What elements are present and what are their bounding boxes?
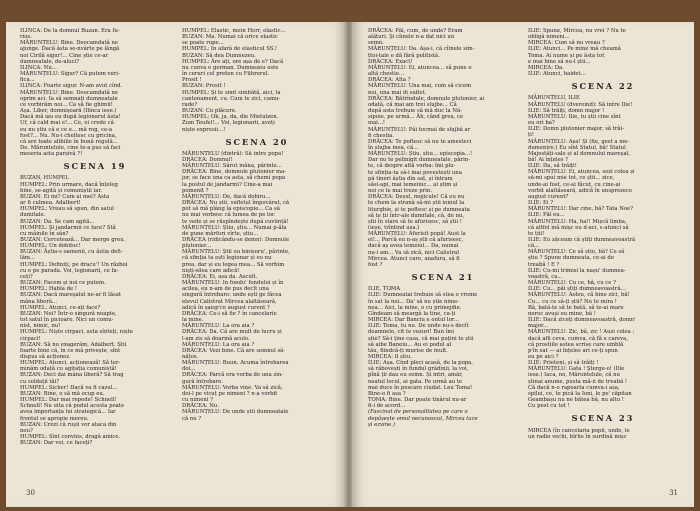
dialogue-line: Bă, bată-te să te bată, să te-ai mare — [528, 304, 624, 311]
dialogue-line: pă tineri ăștia din sat, și întram — [368, 175, 453, 182]
dialogue-line: cu e pe parada. Voi, legionarii, ce fa- — [20, 267, 119, 274]
dialogue-line: că... — [528, 243, 540, 250]
dialogue-line: BUZAN: Să dea Dumnezeu. — [182, 52, 256, 59]
dialogue-line: MĂRUNȚELU: Știu, știu... episcopia...! — [368, 151, 473, 158]
dialogue-line: MĂRUNȚELU: Ei, atuncea, sezi colea și — [528, 169, 635, 176]
dialogue-line: DRĂCEA: Nu știi, sufletul împovărat, că — [182, 200, 290, 207]
dialogue-line: că prostiile astea scrise care umblă — [528, 341, 624, 348]
dialogue-line: că sfinția ta ești legionar și eu nu — [182, 255, 272, 262]
dialogue-line: MIRCEA: Dar Banciu e ontul lor... — [368, 317, 459, 324]
dialogue-line: semn. — [368, 40, 384, 47]
dialogue-line: MĂRUNȚELU: Bine. Deocamdată ne — [20, 89, 118, 96]
left-page — [6, 22, 346, 507]
dialogue-line: MĂRUNȚELU: Gata ! Șterge-o! (Ilie — [528, 366, 625, 373]
dialogue-line: dumneatale, de-aluci? — [20, 58, 80, 65]
dialogue-line: știu ? Spune dumneata, ce-ai de — [528, 255, 614, 262]
dialogue-line: Bine-o fi așa ? — [368, 390, 406, 397]
dialogue-line: BUZAN: Dar voi, ce faceți? — [20, 440, 93, 447]
dialogue-line: altă chestie... — [368, 71, 405, 78]
dialogue-line: MĂRUNȚELU: Afurisit popă! Aust la — [368, 231, 466, 238]
dialogue-line: august curent? — [528, 193, 569, 200]
dialogue-line: MĂRUNȚELU: Știi ou binișoru', părinte, — [182, 249, 290, 256]
dialogue-line: MĂRUNȚELU (dvereind): Să intre Ilie! — [528, 101, 633, 108]
dialogue-line: major... — [528, 323, 549, 330]
dialogue-line: MĂRUNȚELU: Dar cine, bă? Tata Noe? — [528, 206, 634, 213]
dialogue-line: frontul se apropie mereu. — [20, 415, 89, 422]
dialogue-line: p'în sat — ai înțeles ari ce-ți spun — [528, 347, 618, 354]
dialogue-line: în sat la noi... Da' să nu știe nime- — [368, 298, 460, 305]
dialogue-line: BUZAN: Dacă mareșalul ne-ar fi lăsat — [20, 292, 121, 299]
dialogue-line: niște expresii...! — [182, 126, 226, 133]
scene-heading: SCENA 21 — [411, 272, 475, 283]
dialogue-line: în ceruri cel preten cu Führerul. — [182, 71, 270, 78]
dialogue-line: ILIE: Ei ? — [528, 200, 554, 207]
dialogue-line: HUMPEL: Habla de ! — [20, 286, 77, 293]
dialogue-line: MĂRUNȚELU: Ha, ha!! Mișcă limba, — [528, 218, 627, 225]
dialogue-line: nu mai vorbesc că lumea de pe loc — [182, 212, 275, 219]
right-page — [352, 22, 694, 507]
dialogue-line: HUMPEL: Vreau să spun, din satul — [20, 206, 114, 213]
dialogue-line: cantonament, cu. Cum te zici, camu- — [182, 95, 281, 102]
dialogue-line: DRĂCEA: Exact! — [368, 58, 413, 65]
dialogue-line: te chem la strană să-mi știi ioniul la — [368, 200, 465, 207]
dialogue-line: BUZAN: Cercetează... Dar merge greu. — [20, 237, 126, 243]
dialogue-line: HUMPEL: Ok, ja, da, die Mietulzen. — [182, 114, 279, 121]
dialogue-line: jor, se face una ca asta, să chemi popa — [182, 175, 286, 182]
dialogue-line: DRĂCEA: Ei, asa da. Ascult. — [182, 273, 258, 280]
dialogue-line: ce vorbirăm noi... Ca să fie ghimii! — [20, 101, 113, 108]
dialogue-line: HUMPEL: Prin urmare, dacă înțeleg — [20, 181, 118, 188]
dialogue-line: să aibe Baneiu... Au ei podul al — [368, 341, 452, 348]
dialogue-line: MIRCEA (în cancelaria popii, unde, le — [528, 427, 630, 434]
dialogue-line: ILIE: Domn plutonier major, să trăi- — [528, 126, 625, 133]
dialogue-line: ILIE: Așa. Cind pleci acasă, de la popa, — [368, 360, 473, 367]
stage-direction: (Fascinat de personalitatea pe care o — [368, 409, 468, 416]
dialogue-line: DRĂCEA: Bătrîndule, domnule plutonier, ai — [368, 95, 485, 102]
dialogue-line: BUZAN: Noi? Într-o singură noapte, — [20, 310, 117, 317]
dialogue-line: rios. — [20, 34, 32, 41]
dialogue-line: BUZAN: Facem și noi ce putem. — [20, 280, 106, 287]
dialogue-line: iese.) Iaca, no, Măruntelule, că nu — [528, 372, 620, 379]
stage-direction: și ezvine.) — [368, 421, 396, 428]
dialogue-line: te sfinția-ta să-i mai povestești una — [368, 169, 462, 176]
dialogue-line: DRĂCEA: Nu. — [182, 403, 220, 410]
dialogue-line: cirpaci! — [20, 335, 41, 342]
dialogue-line: MĂRUNȚELU: Una mai, cum să cicem — [368, 83, 472, 90]
stage-direction: depășește omul necunoscut, Mircea tace — [368, 415, 478, 422]
dialogue-line: HUMPEL: Elastic, mein Herr, elastic... — [182, 28, 286, 34]
dialogue-line: MIRCEA: Cum să nu vreau ? — [528, 40, 605, 47]
dialogue-line: noi ce le mai treze prin. — [368, 188, 432, 195]
dialogue-line: mâna liberă... — [20, 298, 58, 305]
scene-heading: SCENA 23 — [571, 413, 635, 424]
dialogue-line: DRĂCEA: Da. Că are mult de lucru și — [182, 329, 282, 336]
dialogue-line: obligă nimeni... — [528, 34, 570, 41]
dialogue-line: eu nu știu că e ce e... mă rog, ce-a — [20, 126, 113, 133]
dialogue-line: HUMPEL: Atunci, acționează! Să ter- — [20, 360, 121, 367]
dialogue-line: De. Măruntelule, cine te-a pus să faci — [20, 144, 121, 151]
dialogue-line: TOMA: Bine. Dar poate tinărul nu-ar — [368, 397, 467, 404]
left-page-column-2 — [182, 28, 332, 422]
dialogue-line: HUMPEL: In afară de elasticul SS.! — [182, 46, 278, 53]
dialogue-line: liturghie, și te poftesc și pe dumneata — [368, 206, 470, 213]
dialogue-line: bă! Ai înțeles ? — [528, 156, 569, 163]
dialogue-line: MĂRUNȚELU: De, dacă dobiru... — [182, 193, 271, 200]
dialogue-line: la postul de jandarmi? Cine-a mai — [182, 181, 273, 188]
dialogue-line: MĂRUNȚELU: Știu, știu... Numai p-ăla — [182, 224, 287, 231]
dialogue-line: ILIE: Cu... păi știți dumneavoastră... — [528, 286, 626, 293]
dialogue-line: HUMPEL: Sicher! Dacă va fi cazul... — [20, 384, 118, 391]
dialogue-line: DRĂCEA: Păi, cum, de unde? Eram — [368, 28, 463, 34]
dialogue-line: BUZAN: Deci dai mâna liberă? Să trag — [20, 372, 124, 379]
dialogue-line: oprim aci. Ia să semnați dumneatale — [20, 95, 118, 102]
dialogue-line: HUMPEL: Niște cirpaci, asta sînteți, niște — [20, 329, 133, 336]
dialogue-line: meseria asta parșivă ?! — [20, 151, 83, 158]
dialogue-line: ILIE: Prieteni, și să trăiți ! — [528, 360, 599, 367]
dialogue-line: fost?... Nu. Nu-i cheltesc cu pricina, — [20, 132, 117, 139]
dialogue-line: țtoi-tale e dă fără politistă. — [368, 52, 440, 59]
dialogue-line: MĂRUNȚELU: La ora aia ? — [182, 341, 255, 348]
dialogue-line: fi chestia. — [368, 132, 395, 139]
dialogue-line: l-am zis să doarmă acolo. — [182, 335, 250, 342]
dialogue-line: ajunge. Dacă ăsta se-nvârte pe lângă — [20, 46, 120, 53]
dialogue-line: la mine. — [182, 317, 204, 324]
dialogue-line: HUMPEL: Și jandarmii ce face? Stă — [20, 224, 116, 231]
dialogue-line: ILIE: Spune, Mircea, nu vrei ? Nu te — [528, 28, 626, 34]
dialogue-line: prea, dar și eu legea mea... Să vorbim — [182, 261, 285, 268]
dialogue-line: eu ori ba? — [528, 120, 555, 127]
dialogue-line: MĂRUNȚELU, ILIE — [528, 95, 580, 102]
dialogue-line: te, că despre altă vorba: îmi plu- — [368, 163, 456, 170]
dialogue-line: dumenire.) Eu sînt Statul, bă! Statul — [528, 144, 626, 151]
dialogue-line: DRĂCEA: Te poftesc să nu te amesteci — [368, 138, 472, 145]
dialogue-line: BUZAN: Crezi că rușii vor ataca din — [20, 421, 117, 428]
dialogue-line: DRĂCEA: Alta ? — [368, 77, 411, 84]
dialogue-line: MĂRUNȚELU: Sigur? Că putem veri- — [20, 71, 120, 78]
dialogue-line: ILIE: Să trăiți, domn major ! — [528, 107, 605, 114]
dialogue-line: BUZAN: Prosit ! — [182, 83, 226, 90]
dialogue-line: Că dacă n-o rapoarta cumva-i așa, — [528, 384, 620, 391]
dialogue-line: e mai bine să nu-l știi... — [528, 58, 591, 65]
dialogue-line: doi... — [182, 366, 196, 373]
dialogue-line: ILIE: Dacă ziceți dumneavoastră, domn' — [528, 317, 636, 324]
dialogue-line: mai duce în pescare ciudat. Leu Toma! — [368, 384, 473, 391]
dialogue-line: Schnell! Nu uita că podul acesta poate — [20, 403, 125, 410]
dialogue-line: elevul Calistrat Mircea alaltăseară, — [182, 298, 277, 305]
dialogue-line: nu-i am... Va să zică, nici Calistrat — [368, 249, 460, 256]
dialogue-line: Uf, că cald mai e!... Ce, ei crede că — [20, 120, 114, 127]
dialogue-line: BUZAN, HUMPEL — [20, 175, 69, 182]
dialogue-line: nu cunva e german. Dumnezeu este — [182, 64, 279, 71]
dialogue-line: MĂRUNȚELU (dintră): Să intre popa! — [182, 150, 284, 157]
scene-heading: SCENA 22 — [571, 81, 635, 92]
dialogue-line: ILIE: Da, să trăiți! — [528, 163, 577, 170]
dialogue-line: foarte bine că, în ce mă privește, sînt — [20, 347, 121, 354]
dialogue-line: voastră, ca... — [528, 273, 563, 280]
dialogue-line: MĂRUNȚELU: Ei, atuncea... să pune o — [368, 64, 472, 71]
dialogue-line: tot satul în picioare. Nici un comu- — [20, 317, 114, 324]
dialogue-line: fi-i de acord... — [368, 403, 406, 410]
dialogue-line: tău, fiindcă-ți murise de mult. — [368, 347, 448, 354]
dialogue-line: se poate rupe... — [182, 40, 224, 47]
dialogue-line: ar fi culmea. Adalbert! — [20, 200, 81, 207]
dialogue-line: pînă ții dau eu semn. Și intri, amăr, — [368, 372, 463, 379]
dialogue-line: vorbit alaltăseară, adică în unsprezece — [528, 187, 633, 194]
dialogue-line: sipoie, pe urmă... Ăh, când grea, ce — [368, 114, 464, 121]
dialogue-line: nou? — [20, 427, 33, 434]
dialogue-line: MĂRUNȚELU: Sărut mâna, părinte... — [182, 163, 282, 170]
dialogue-line: HUMPEL: Un dobitoc! — [20, 243, 81, 250]
dialogue-line: adică în șaisp'ce august curent ? — [182, 304, 270, 311]
dialogue-line: săsi-api, mai temeinic... ai știm și — [368, 181, 458, 188]
dialogue-line: nătos. — [182, 353, 199, 360]
dialogue-line: lăm... — [20, 255, 35, 262]
dialogue-line: HUMPEL: Și te simt simbătă, aici, la — [182, 89, 281, 96]
dialogue-line: Dar nu te pelinigit dumneatale, părin- — [368, 157, 470, 164]
dialogue-line: HUMPEL: Ăre ați, ore așa de e? Dacă — [182, 58, 284, 65]
dialogue-line: Mircea. Atunci care, anafura, să fi — [368, 255, 460, 262]
dialogue-line: MĂRUNȚELU: Ce să știu, bă? Ce să — [528, 249, 625, 256]
scene-heading: SCENA 19 — [63, 161, 127, 172]
dialogue-line: de pune mărfuri vîrte, știu... — [182, 230, 259, 237]
left-page-column-1 — [20, 28, 170, 446]
dialogue-line: fica... — [20, 77, 35, 84]
dialogue-line: ILINCA: De la domnul Buzan. Era fu- — [20, 28, 120, 34]
dialogue-line: Toma. Ai nume și pe ăsta tot — [528, 52, 605, 59]
dialogue-line: Așa. Liber, domnișoară (Ilinca iese.) — [20, 108, 117, 115]
dialogue-line: spilui, ce, te pică la Ioni, le pe' căpitan — [528, 390, 632, 397]
dialogue-line: un radio vechi, bîrlie în surdină mișc — [528, 433, 627, 440]
dialogue-line: noi, una mai di suflet. — [368, 89, 427, 96]
dialogue-line: DRĂCEA: Domnul! — [182, 156, 233, 163]
dialogue-line: știe? Să-i ține casa, că mai puțini te știi — [368, 335, 474, 342]
dialogue-line: să te ții într-ale dumitale, că, de nu, — [368, 212, 465, 219]
dialogue-line: cu mâinile în sân? — [20, 230, 69, 237]
dialogue-line: gură întrebare. — [182, 378, 223, 385]
left-page-number: 30 — [26, 489, 35, 497]
dialogue-line: Geambașu nu ne bătea bă, nu altu ! — [528, 397, 624, 404]
dialogue-line: dumitale. — [20, 212, 46, 219]
dialogue-line: BUZAN: Ma. Numai că orice elastic — [182, 34, 278, 41]
dialogue-line: MIRCEA: Da. — [528, 64, 564, 71]
dialogue-line: Gîndeam să meargă la tine, ca-ți — [368, 310, 456, 317]
dialogue-line: MĂRUNȚELU: Păi tocmai de slujbă ar — [368, 126, 471, 133]
dialogue-line: ILIE: Atunci, haidet... — [528, 71, 586, 78]
dialogue-line: ILIE: Eu zăceam că știți dumneavoastră — [528, 237, 636, 243]
dialogue-line: HUMPEL: Atunci, ce-ați face? — [20, 304, 101, 311]
scene-heading: SCENA 20 — [225, 136, 289, 147]
dialogue-line: doi-l pe vicuț pe nimeni ? n-a vorbit — [182, 390, 278, 397]
dialogue-line: acilea, eu n-am de pus decît una — [182, 286, 269, 293]
dialogue-line: (iese, trîntind ușa.) — [368, 225, 420, 231]
dialogue-line: bine, se-agită și comuniștii iar. — [20, 187, 103, 194]
dialogue-line: MĂRUNȚELU: Cu ce, bă, cu ce ? — [528, 280, 616, 287]
dialogue-line: să răbovești în fundul grădinii, la voi, — [368, 366, 469, 373]
dialogue-line: ți! — [528, 132, 534, 139]
dialogue-line: fost ? — [368, 261, 383, 268]
dialogue-line: pomenit ? — [182, 187, 209, 194]
dialogue-line: DRĂCEA: Deșul, mojicule! Că eu nu — [368, 194, 465, 201]
dialogue-line: te țiii! — [528, 230, 545, 237]
dialogue-line: ILIE, TOMA — [368, 286, 401, 293]
dialogue-line: ILINCA: Foarte sigur. N-am avut cînd. — [20, 83, 123, 90]
dialogue-line: știnai anume, pusta mă-ii de treabă ! — [528, 378, 628, 385]
dialogue-line: ILIE: Atunci... Pe mine mă cheamă — [528, 46, 621, 53]
dialogue-line: MĂRUNȚELU: Bine. Deocamdată ne — [20, 40, 118, 47]
dialogue-line: că altfel mă mișc eu d-aci, s-atunci să — [528, 224, 629, 231]
dialogue-line: MĂRUNȚELU: In fondu' fondului și în — [182, 280, 284, 287]
dialogue-line: dispus să acționez. — [20, 353, 71, 360]
dialogue-line: pot să mă plâng la episcopie... Ca să — [182, 206, 280, 213]
dialogue-line: Prosit ! — [182, 77, 202, 84]
dialogue-line: odată, că mai am trei slujbe... Că — [368, 101, 457, 108]
dialogue-line: neatul locul, ai gata. Pe urmă au te — [368, 378, 463, 385]
dialogue-line: MĂRUNȚELU: Ilie, tu știi cine sînt — [528, 113, 621, 120]
dialogue-line: MĂRUNȚELU: La ora aia ? — [182, 323, 255, 330]
dialogue-line: mai...! — [368, 120, 386, 127]
dialogue-line: unde-ai fost, ce-ai făcut, cu cine-ai — [528, 181, 621, 188]
dialogue-line: BUZAN: Ei mi? Cum ai mei? Asta — [20, 193, 110, 200]
dialogue-line: MĂRUNȚELU: Da. Așa-i, că cîinele sim- — [368, 46, 475, 53]
dialogue-line: Zum Teufel!... Voi, legionarii, aveți — [182, 120, 275, 127]
dialogue-line: BUZAN: Să nu exagerăm, Adalbert. Știi — [20, 341, 127, 348]
dialogue-line: avea importanța lui strategică... Iar — [20, 409, 116, 416]
dialogue-line: ILIE: Toma, tu nu. De unde nu-s decît — [368, 323, 469, 330]
dialogue-line: după asta trebuie să mă duc la Nă- — [368, 108, 462, 115]
dialogue-line: BUZAN: Cu plăcere. — [182, 108, 237, 115]
dialogue-line: că nu ? — [182, 415, 202, 422]
dialogue-line: nist, nimic, nu! — [20, 323, 61, 330]
dialogue-line: ILINCA: Nu... — [20, 64, 57, 71]
dialogue-line: noroc avuși eu mine, bă ! — [528, 310, 596, 317]
dialogue-line: noi Cirilă sigur!... Cine știe ce-ar — [20, 52, 109, 59]
dialogue-line: eu pe aici ? — [528, 353, 559, 360]
dialogue-line: ILIE: Dumneatai trebuie să stea o vreme — [368, 292, 478, 299]
dialogue-line: DRĂCEA: Parcă era vorba de una sin- — [182, 372, 284, 379]
dialogue-line: DRĂCEA: Bine, domnule plutonier ma- — [182, 169, 286, 176]
dialogue-line: MĂRUNȚELU: Aoleu, că bine zici, bă! — [528, 292, 630, 299]
dialogue-line: dacă aș avea temeiul... Da, numai — [368, 243, 459, 250]
dialogue-line: MĂRUNȚELU: Vorba vine. Va să zică, — [182, 384, 283, 391]
dialogue-line: MĂRUNȚELU: Așa! Și (fie, gest a me- — [528, 138, 630, 145]
dialogue-line: MĂRUNȚELU: De unde știi dumneatale — [182, 409, 289, 416]
dialogue-line: MIRCEA: Il știu. — [368, 353, 412, 360]
dialogue-line: Majestăți-sale și al domnului mareșal, — [528, 150, 631, 157]
dialogue-line: DRĂCEA: Ce-i să fie ? în cancelarie — [182, 310, 277, 317]
dialogue-line: că are toate alibiile în bună regulă... — [20, 138, 118, 145]
dialogue-line: MĂRUNȚELU: Zic, bă, zic ! Auzi colea : — [528, 329, 635, 336]
dialogue-line: Dacă mă iau eu după legionarul ăsta! — [20, 114, 121, 121]
dialogue-line: niști-silea care adică! — [182, 267, 240, 274]
dialogue-line: doamnele, cit te vezuri! Bun îmi — [368, 329, 455, 336]
dialogue-line: BUZAN: Ăștia-s oamenii, cu ăștia defi- — [20, 249, 123, 256]
right-page-column-1 — [368, 28, 518, 428]
right-page-column-2 — [528, 28, 678, 440]
dialogue-line: ILIE: Cu-mi trimisi la nașu' dumnea- — [528, 267, 626, 274]
dialogue-line: știi în stare să te afurisesc, să știi ! — [368, 218, 462, 225]
dialogue-line: cu nimeni ? — [182, 397, 213, 404]
dialogue-line: alături. Și cîinele n-a dat nici un — [368, 34, 455, 41]
dialogue-line: el!... Parcă eu n-aș știi că afurisesc, — [368, 237, 464, 244]
dialogue-line: HUMPEL: Definiți, pe dracu'! Un război — [20, 261, 128, 268]
dialogue-line: cu soldații tăi? — [20, 378, 60, 385]
dialogue-line: în slujba mea, că... — [368, 144, 419, 151]
dialogue-line: nea... Aici, la mine, o cu primejdie. — [368, 304, 462, 311]
dialogue-line: minăm odată cu agitația comunistă! — [20, 366, 117, 373]
dialogue-line: ILIE: Păi eu... — [528, 212, 565, 219]
dialogue-line: dacă afli ceva, cumva, că fă e careva, — [528, 335, 629, 342]
dialogue-line: plutonier... — [182, 243, 212, 250]
dialogue-line: singură întrebare: unde ești ge făcea — [182, 292, 282, 299]
dialogue-line: rade? — [182, 101, 198, 108]
dialogue-line: DRĂCEA: Vezi bine. Că are somnul să- — [182, 347, 286, 354]
dialogue-line: DRĂCEA (ridicându-se demn): Domnule — [182, 237, 290, 243]
dialogue-line: HUMPEL: Dar mai repede! Schnell! — [20, 397, 117, 404]
dialogue-line: BUZAN: Da. Se cam agită... — [20, 218, 95, 225]
dialogue-line: Cu... cu ce să-ți știi? Nu te mira ! — [528, 298, 617, 305]
dialogue-line: HUMPEL: Sînt convins, dragă amice. — [20, 434, 121, 440]
dialogue-line: MĂRUNȚELU: Buun. Acuma întrebarea — [182, 360, 289, 367]
dialogue-line: să-mi spui mie tot, ce știi... zice, — [528, 175, 615, 182]
dialogue-line: treabă ! E ? — [528, 261, 560, 268]
dialogue-line: ceți? — [20, 273, 33, 280]
dialogue-line: Cu post cu tot ! — [528, 403, 570, 410]
right-page-number: 31 — [669, 489, 678, 497]
dialogue-line: BUZAN: Bine, o să mă ocup eu. — [20, 390, 105, 397]
dialogue-line: te vede și se răspîndește după cuviință! — [182, 218, 289, 225]
